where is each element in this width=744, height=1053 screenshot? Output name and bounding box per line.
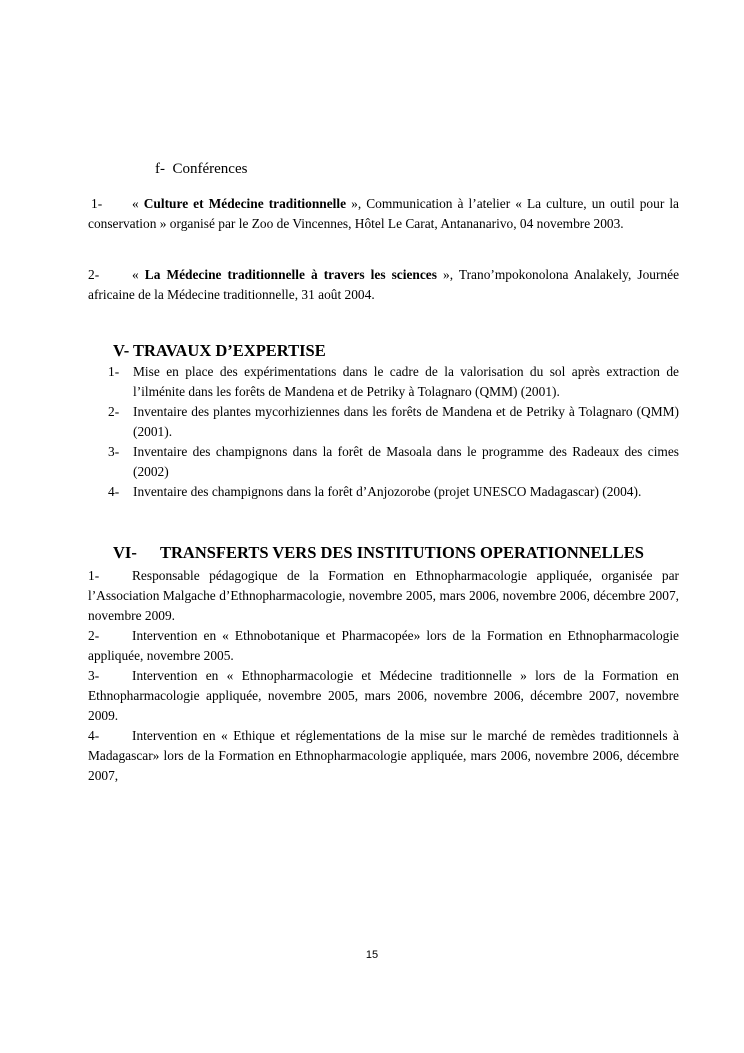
conferences-heading-text: Conférences	[172, 161, 248, 177]
conference-item	[88, 194, 679, 234]
list-item-number: 4-	[88, 728, 100, 743]
expertise-heading: V- TRAVAUX D’EXPERTISE	[113, 341, 326, 360]
list-item-text: Intervention en « Ethnobotanique et Pharmacopée» lors de la Formation en Ethnopharmacologie appliquée, novembre 2005.	[88, 628, 679, 663]
list-item	[88, 626, 679, 666]
list-item-number: 1-	[88, 568, 100, 583]
list-item-text: Responsable pédagogique de la Formation en Ethnopharmacologie appliquée, organisée par l’Association Malgache d’Ethnopharmacologie, novembre 2005, mars 2006, novembre 2006, décembre 2007, novembre 2009.	[88, 568, 679, 623]
list-item-number: 2-	[108, 404, 120, 419]
transfers-heading-text: TRANSFERTS VERS DES INSTITUTIONS OPERATIONNELLES	[160, 543, 644, 562]
conferences-heading-marker: f-	[155, 161, 165, 177]
list-item-number: 2-	[88, 628, 100, 643]
list-item-text: Inventaire des plantes mycorhiziennes dans les forêts de Mandena et de Petriky à Tolagnaro (QMM) (2001).	[133, 404, 679, 439]
conference-item-rest: », Trano’mpokonolona Analakely, Journée africaine de la Médecine traditionnelle, 31 août 2004.	[88, 267, 680, 302]
list-item-text: Intervention en « Ethique et réglementations de la mise sur le marché de remèdes traditionnels à Madagascar» lors de la Formation en Ethnopharmacologie appliquée, mars 2006, novembre 2006, décembre 2007,	[88, 728, 679, 783]
conference-item-open-quote: «	[132, 196, 144, 211]
list-item-text: Inventaire des champignons dans la forêt de Masoala dans le programme des Radeaux des cimes (2002)	[133, 444, 679, 479]
transfers-list	[88, 566, 679, 786]
conferences-heading	[155, 158, 247, 180]
list-item-number: 3-	[108, 444, 120, 459]
list-item-text: Mise en place des expérimentations dans le cadre de la valorisation du sol après extraction de l’ilménite dans les forêts de Mandena et de Petriky à Tolagnaro (QMM) (2001).	[133, 364, 679, 399]
list-item-number: 1-	[108, 364, 120, 379]
conference-item-number: 1-	[91, 196, 103, 211]
list-item	[88, 666, 679, 726]
list-item	[108, 442, 679, 482]
list-item	[108, 482, 679, 502]
list-item-number: 3-	[88, 668, 100, 683]
list-item	[88, 566, 679, 626]
page-number: 15	[365, 949, 379, 961]
list-item-number: 4-	[108, 484, 120, 499]
transfers-heading	[113, 542, 644, 564]
conference-item-number: 2-	[88, 267, 100, 282]
conference-item-rest: », Communication à l’atelier « La culture, un outil pour la conservation » organisé par le Zoo de Vincennes, Hôtel Le Carat, Antananarivo, 04 novembre 2003.	[88, 196, 679, 231]
list-item	[108, 362, 679, 402]
expertise-list	[108, 362, 679, 502]
conference-item-title: Culture et Médecine traditionnelle	[143, 196, 347, 211]
list-item	[108, 402, 679, 442]
list-item	[88, 726, 679, 786]
conference-item-title: La Médecine traditionnelle à travers les sciences	[144, 267, 437, 282]
transfers-heading-number: VI-	[113, 543, 137, 562]
list-item-text: Intervention en « Ethnopharmacologie et Médecine traditionnelle » lors de la Formation en Ethnopharmacologie appliquée, novembre 2005, mars 2006, novembre 2006, décembre 2007, novembre 2009.	[88, 668, 679, 723]
conference-item-open-quote: «	[132, 267, 145, 282]
conference-item	[88, 265, 679, 305]
list-item-text: Inventaire des champignons dans la forêt d’Anjozorobe (projet UNESCO Madagascar) (2004).	[133, 484, 642, 499]
